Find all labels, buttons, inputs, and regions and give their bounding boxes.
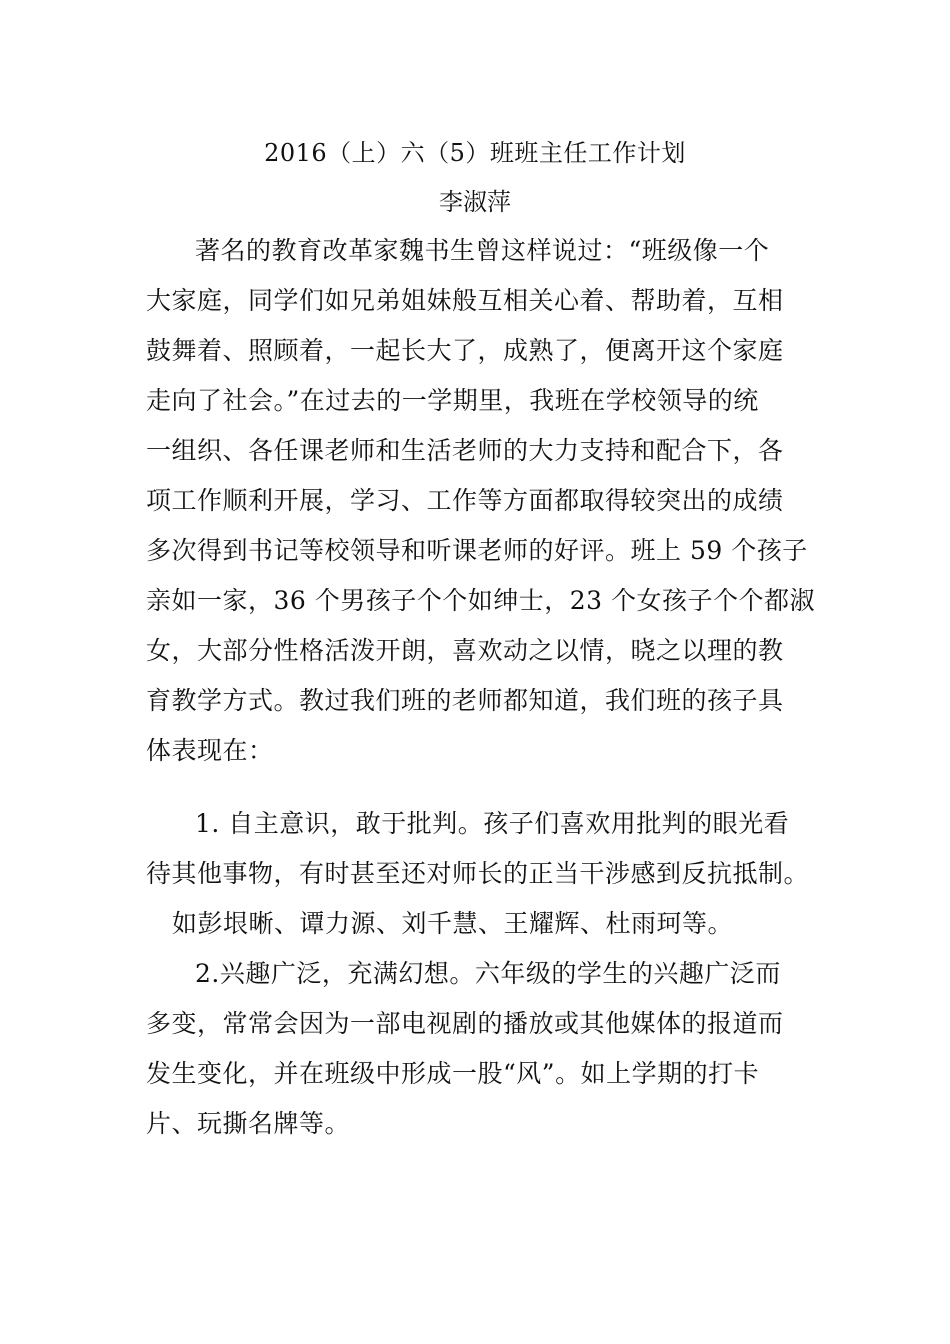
author-name: 李淑萍 <box>439 188 511 216</box>
intro-line: 育教学方式。教过我们班的老师都知道，我们班的孩子具 <box>146 686 784 715</box>
item1-line: 如彭垠晰、谭力源、刘千慧、王耀辉、杜雨珂等。 <box>172 909 734 938</box>
item2-line: 发生变化，并在班级中形成一股“风”。如上学期的打卡 <box>146 1059 760 1088</box>
item1-line: 待其他事物，有时甚至还对师长的正当干涉感到反抗抵制。 <box>146 859 810 888</box>
item1-line: 1. 自主意识，敢于批判。孩子们喜欢用批判的眼光看 <box>195 809 790 838</box>
intro-line: 项工作顺利开展，学习、工作等方面都取得较突出的成绩 <box>146 486 784 515</box>
intro-line: 走向了社会。”在过去的一学期里，我班在学校领导的统 <box>146 386 759 415</box>
intro-line: 一组织、各任课老师和生活老师的大力支持和配合下，各 <box>146 436 784 465</box>
item2-line: 片、玩撕名牌等。 <box>146 1109 351 1138</box>
intro-line: 著名的教育改革家魏书生曾这样说过：“班级像一个 <box>195 236 770 265</box>
intro-line: 鼓舞着、照顾着，一起长大了，成熟了，便离开这个家庭 <box>146 336 784 365</box>
intro-line: 女，大部分性格活泼开朗，喜欢动之以情，晓之以理的教 <box>146 636 784 665</box>
item2-line: 多变，常常会因为一部电视剧的播放或其他媒体的报道而 <box>146 1009 784 1038</box>
intro-line: 体表现在： <box>146 736 274 765</box>
intro-line: 大家庭，同学们如兄弟姐妹般互相关心着、帮助着，互相 <box>146 286 784 315</box>
intro-line: 多次得到书记等校领导和听课老师的好评。班上 59 个孩子 <box>146 536 808 565</box>
intro-line: 亲如一家，36 个男孩子个个如绅士，23 个女孩子个个都淑 <box>146 586 816 615</box>
document-title: 2016（上）六（5）班班主任工作计划 <box>264 139 686 167</box>
item2-line: 2.兴趣广泛，充满幻想。六年级的学生的兴趣广泛而 <box>195 959 781 988</box>
